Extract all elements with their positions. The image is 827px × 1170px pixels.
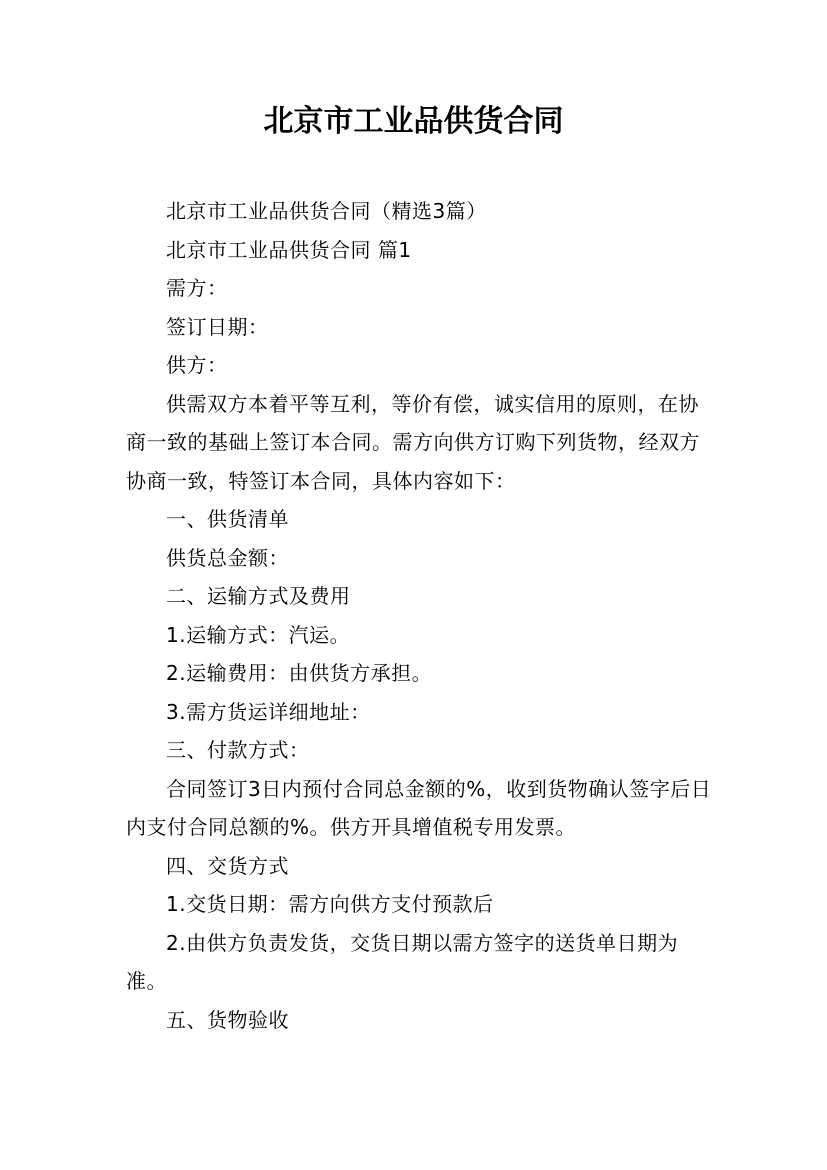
- total-amount-label: 供货总金额：: [166, 545, 289, 570]
- clause-heading-5: 五、货物验收: [166, 1007, 289, 1032]
- subtitle-line: 北京市工业品供货合同（精选3篇）: [166, 199, 487, 223]
- transport-cost: 2.运输费用：由供货方承担。: [166, 661, 433, 685]
- section-heading: 北京市工业品供货合同 篇1: [166, 237, 412, 262]
- transport-method: 1.运输方式：汽运。: [166, 622, 351, 647]
- delivery-shipping: 2.由供方负责发货，交货日期以需方签字的送货单日期为准。: [126, 930, 679, 993]
- buyer-label: 需方：: [166, 276, 228, 300]
- payment-paragraph: 合同签订3日内预付合同总金额的%，收到货物确认签字后日内支付合同总额的%。供方开具增值税专用发票。: [126, 776, 712, 839]
- clause-heading-4: 四、交货方式: [166, 853, 289, 878]
- document-title: 北京市工业品供货合同: [263, 104, 564, 139]
- clause-heading-2: 二、运输方式及费用: [166, 584, 351, 608]
- document-body: [126, 192, 712, 1039]
- supplier-label: 供方：: [166, 353, 228, 377]
- preamble-paragraph: 供需双方本着平等互利，等价有偿，诚实信用的原则，在协商一致的基础上签订本合同。需方向供方订购下列货物，经双方协商一致，特签订本合同，具体内容如下：: [126, 391, 700, 493]
- delivery-date: 1.交货日期：需方向供方支付预款后: [166, 892, 494, 916]
- clause-heading-3: 三、付款方式：: [166, 738, 310, 762]
- clause-heading-1: 一、供货清单: [166, 507, 289, 531]
- delivery-address: 3.需方货运详细地址：: [166, 699, 371, 724]
- sign-date-label: 签订日期：: [166, 314, 269, 339]
